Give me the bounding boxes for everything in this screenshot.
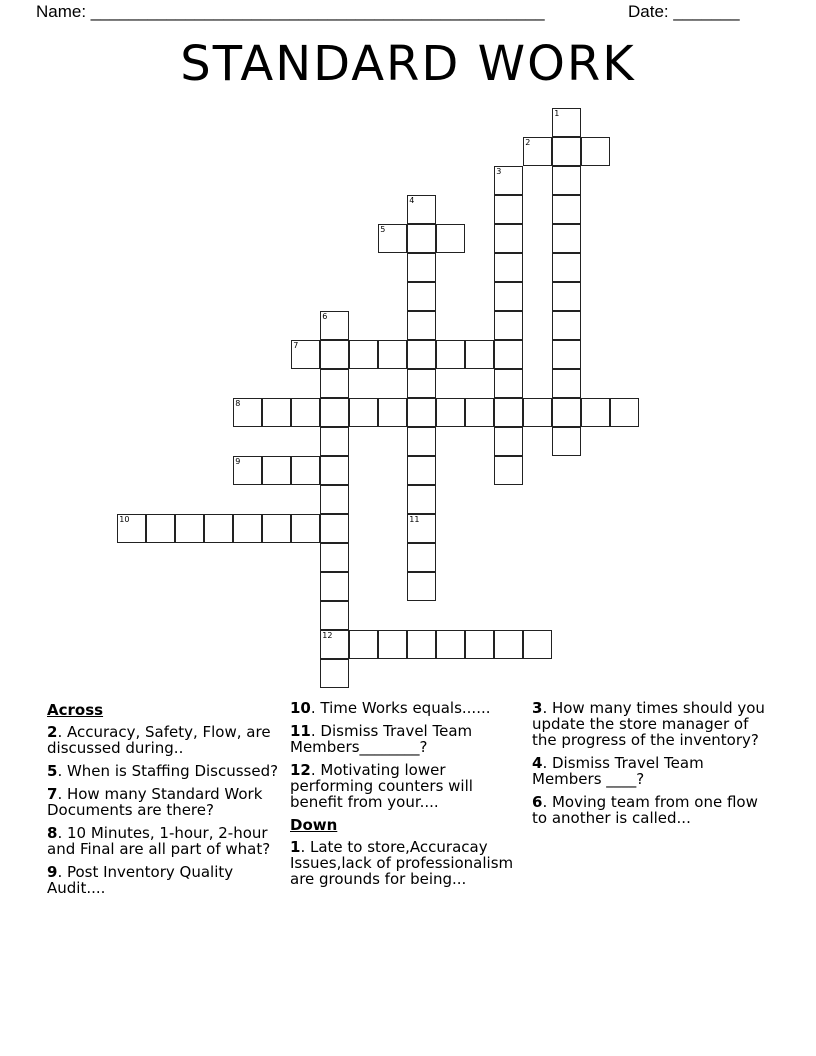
clue-number: 1: [554, 109, 560, 119]
down-heading: Down: [290, 816, 338, 834]
grid-cell[interactable]: [494, 311, 523, 340]
grid-cell[interactable]: [233, 398, 262, 427]
grid-cell[interactable]: [494, 282, 523, 311]
grid-cell[interactable]: [146, 514, 175, 543]
grid-cell[interactable]: [552, 195, 581, 224]
clue-number: 6: [322, 312, 328, 322]
grid-cell[interactable]: [407, 543, 436, 572]
grid-cell[interactable]: [378, 398, 407, 427]
grid-cell[interactable]: [407, 340, 436, 369]
clue-number: 7: [293, 341, 299, 351]
grid-cell[interactable]: [407, 224, 436, 253]
grid-cell[interactable]: [436, 224, 465, 253]
clues-column-2: [290, 700, 525, 894]
grid-cell[interactable]: [494, 195, 523, 224]
grid-cell[interactable]: [291, 456, 320, 485]
grid-cell[interactable]: [320, 630, 349, 659]
grid-cell[interactable]: [552, 166, 581, 195]
clues-column-3: [532, 700, 772, 833]
clue-number: 3: [496, 167, 502, 177]
grid-cell[interactable]: [378, 340, 407, 369]
grid-cell[interactable]: [552, 137, 581, 166]
clue-across-2: 2. Accuracy, Safety, Flow, are discussed during..: [47, 723, 271, 757]
grid-cell[interactable]: [523, 137, 552, 166]
clue-number: 4: [409, 196, 415, 206]
grid-cell[interactable]: [581, 398, 610, 427]
grid-cell[interactable]: [320, 514, 349, 543]
grid-cell[interactable]: [291, 398, 320, 427]
grid-cell[interactable]: [407, 282, 436, 311]
clue-down-6: 6. Moving team from one flow to another is called...: [532, 793, 758, 827]
clue-number: 2: [525, 138, 531, 148]
clue-number: 10: [119, 515, 130, 525]
grid-cell[interactable]: [349, 630, 378, 659]
grid-cell[interactable]: [407, 311, 436, 340]
grid-cell[interactable]: [494, 427, 523, 456]
grid-cell[interactable]: [436, 630, 465, 659]
grid-cell[interactable]: [378, 224, 407, 253]
grid-cell[interactable]: [407, 398, 436, 427]
grid-cell[interactable]: [523, 398, 552, 427]
grid-cell[interactable]: [465, 340, 494, 369]
grid-cell[interactable]: [378, 630, 407, 659]
grid-cell[interactable]: [320, 543, 349, 572]
grid-cell[interactable]: [552, 108, 581, 137]
grid-cell[interactable]: [610, 398, 639, 427]
grid-cell[interactable]: [407, 485, 436, 514]
grid-cell[interactable]: [552, 340, 581, 369]
grid-cell[interactable]: [436, 398, 465, 427]
clue-number: 11: [409, 515, 420, 525]
clue-across-7: 7. How many Standard Work Documents are there?: [47, 785, 263, 819]
grid-cell[interactable]: [233, 456, 262, 485]
grid-cell[interactable]: [407, 253, 436, 282]
clue-number: 8: [235, 399, 241, 409]
date-field[interactable]: Date: _______: [628, 2, 740, 21]
grid-cell[interactable]: [552, 282, 581, 311]
grid-cell[interactable]: [320, 427, 349, 456]
grid-cell[interactable]: [494, 166, 523, 195]
grid-cell[interactable]: [494, 456, 523, 485]
grid-cell[interactable]: [407, 369, 436, 398]
clue-number: 5: [380, 225, 386, 235]
grid-cell[interactable]: [349, 340, 378, 369]
clues-column-1: [47, 700, 282, 903]
clue-down-4: 4. Dismiss Travel Team Members ____?: [532, 754, 704, 788]
grid-cell[interactable]: [320, 601, 349, 630]
grid-cell[interactable]: [349, 398, 378, 427]
name-field[interactable]: Name: ________________________________________________: [36, 2, 545, 21]
grid-cell[interactable]: [552, 224, 581, 253]
grid-cell[interactable]: [175, 514, 204, 543]
grid-cell[interactable]: [552, 398, 581, 427]
grid-cell[interactable]: [320, 340, 349, 369]
grid-cell[interactable]: [320, 369, 349, 398]
grid-cell[interactable]: [552, 253, 581, 282]
grid-cell[interactable]: [262, 398, 291, 427]
grid-cell[interactable]: [233, 514, 262, 543]
grid-cell[interactable]: [407, 427, 436, 456]
grid-cell[interactable]: [320, 659, 349, 688]
grid-cell[interactable]: [320, 485, 349, 514]
grid-cell[interactable]: [552, 369, 581, 398]
grid-cell[interactable]: [494, 398, 523, 427]
grid-cell[interactable]: [320, 398, 349, 427]
clue-number: 9: [235, 457, 241, 467]
grid-cell[interactable]: [407, 630, 436, 659]
page-title: STANDARD WORK: [180, 36, 636, 92]
grid-cell[interactable]: [320, 572, 349, 601]
grid-cell[interactable]: [494, 340, 523, 369]
grid-cell[interactable]: [552, 427, 581, 456]
clue-across-8: 8. 10 Minutes, 1-hour, 2-hour and Final are all part of what?: [47, 824, 271, 858]
grid-cell[interactable]: [523, 630, 552, 659]
grid-cell[interactable]: [204, 514, 233, 543]
grid-cell[interactable]: [494, 253, 523, 282]
grid-cell[interactable]: [494, 630, 523, 659]
clue-number: 12: [322, 631, 333, 641]
clue-down-3: 3. How many times should you update the store manager of the progress of the inventory?: [532, 699, 765, 749]
across-heading: Across: [47, 701, 104, 719]
grid-cell[interactable]: [407, 514, 436, 543]
clue-down-1: 1. Late to store,Accuracay Issues,lack of professionalism are grounds for being...: [290, 838, 514, 888]
clue-across-11: 11. Dismiss Travel Team Members________?: [290, 722, 473, 756]
grid-cell[interactable]: [320, 456, 349, 485]
grid-cell[interactable]: [291, 514, 320, 543]
clue-across-9: 9. Post Inventory Quality Audit....: [47, 863, 234, 897]
grid-cell[interactable]: [407, 572, 436, 601]
grid-cell[interactable]: [436, 340, 465, 369]
grid-cell[interactable]: [494, 369, 523, 398]
grid-cell[interactable]: [552, 311, 581, 340]
grid-cell[interactable]: [465, 630, 494, 659]
grid-cell[interactable]: [117, 514, 146, 543]
grid-cell[interactable]: [262, 514, 291, 543]
grid-cell[interactable]: [494, 224, 523, 253]
grid-cell[interactable]: [407, 456, 436, 485]
grid-cell[interactable]: [581, 137, 610, 166]
grid-cell[interactable]: [465, 398, 494, 427]
clue-across-12: 12. Motivating lower performing counters will benefit from your....: [290, 761, 473, 811]
grid-cell[interactable]: [407, 195, 436, 224]
clue-across-10: 10. Time Works equals......: [290, 699, 491, 717]
grid-cell[interactable]: [262, 456, 291, 485]
clue-across-5: 5. When is Staffing Discussed?: [47, 762, 279, 780]
grid-cell[interactable]: [320, 311, 349, 340]
grid-cell[interactable]: [291, 340, 320, 369]
